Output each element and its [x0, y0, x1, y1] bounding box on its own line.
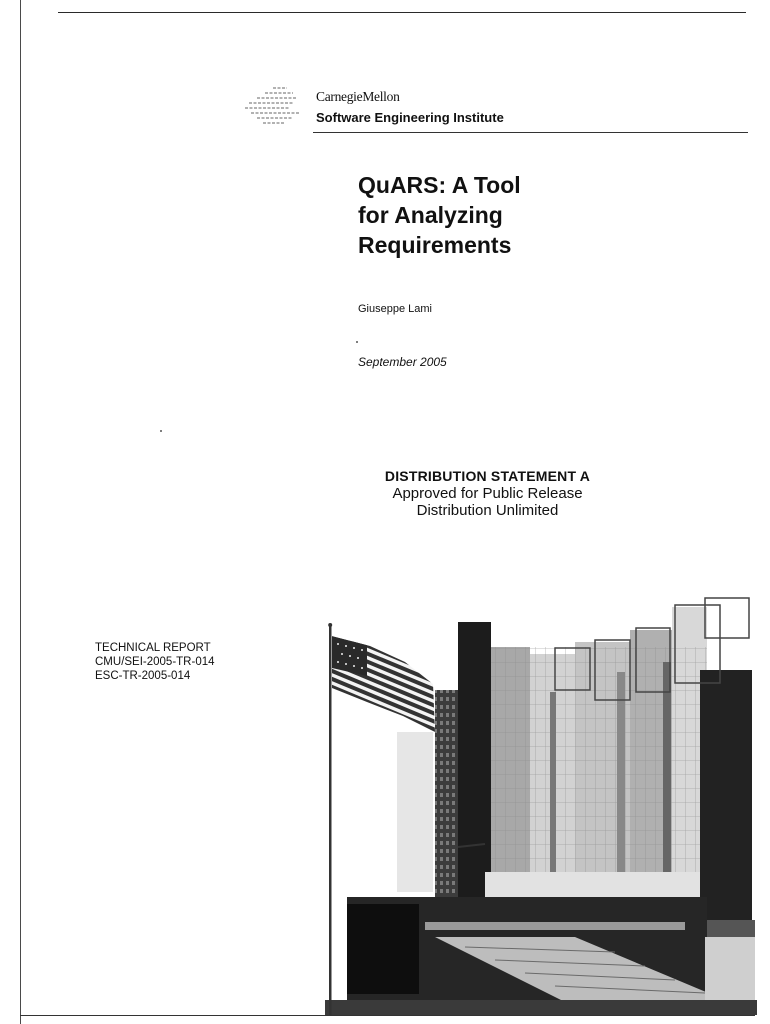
roof-frame — [705, 598, 749, 638]
flag-star — [341, 653, 343, 655]
report-identifiers — [95, 641, 215, 683]
right-ground-area — [705, 937, 755, 1000]
flag-star — [353, 647, 355, 649]
flag-star — [361, 667, 363, 669]
flag-star — [337, 661, 339, 663]
report-title — [358, 170, 521, 260]
flag-star — [345, 645, 347, 647]
flag-star — [337, 643, 339, 645]
bottom-rule — [20, 1015, 755, 1016]
scan-speck — [356, 341, 358, 343]
dark-right-block — [700, 670, 752, 920]
org-name: CarnegieMellon — [316, 89, 400, 104]
report-type: TECHNICAL REPORT — [95, 642, 211, 654]
flag-star — [345, 663, 347, 665]
flag-star — [349, 655, 351, 657]
left-dark-block — [347, 904, 419, 994]
cmu-report-number: CMU/SEI-2005-TR-014 — [95, 656, 215, 668]
plaza-slab — [425, 922, 685, 930]
flag-pole — [329, 626, 332, 1015]
logo-rule — [313, 132, 748, 133]
pale-side-structure — [397, 732, 433, 892]
distribution-line-1: Approved for Public Release — [392, 485, 583, 502]
flag-star — [357, 657, 359, 659]
flag-star — [353, 665, 355, 667]
esc-report-number: ESC-TR-2005-014 — [95, 670, 191, 682]
author-name: Giuseppe Lami — [358, 303, 432, 315]
sei-logo-icon — [243, 84, 301, 128]
institute-name: Software Engineering Institute — [316, 110, 504, 125]
building-with-flag-photo-icon — [325, 592, 757, 1015]
distribution-heading: DISTRIBUTION STATEMENT A — [384, 468, 591, 484]
distribution-statement — [330, 468, 645, 519]
ground-strip — [325, 1000, 757, 1015]
title-line-3: Requirements — [358, 232, 512, 258]
title-line-1: QuARS: A Tool — [358, 172, 521, 198]
flag-pole-finial — [328, 623, 332, 627]
top-rule — [58, 12, 746, 13]
distribution-line-2: Distribution Unlimited — [416, 502, 559, 519]
page-left-border — [20, 0, 21, 1024]
scan-speck — [160, 430, 162, 432]
flag-star — [361, 649, 363, 651]
title-line-2: for Analyzing — [358, 202, 503, 228]
publication-date: September 2005 — [358, 355, 447, 369]
